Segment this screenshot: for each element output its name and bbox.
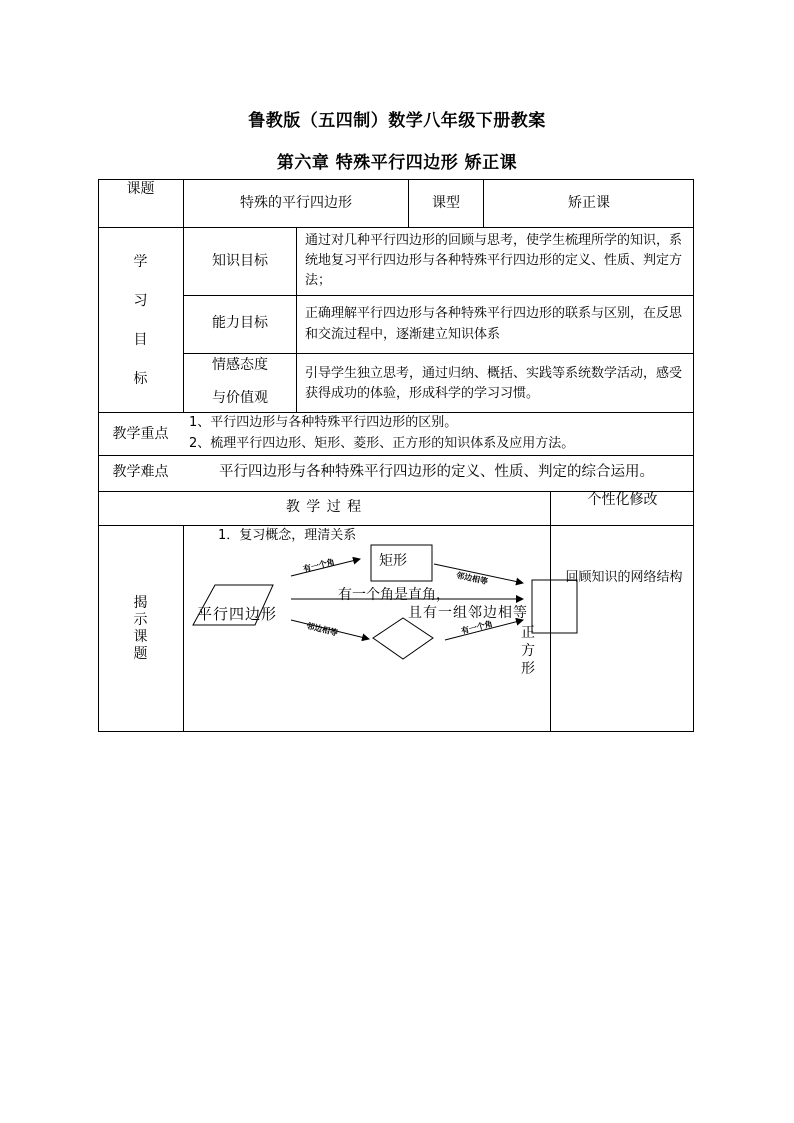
middle-condition-line1: 有一个角是直角， [338,587,450,603]
personal-note: 回顾知识的网络结构 [565,570,683,585]
middle-condition-line2: 且有一组邻边相等 [408,605,528,621]
personal-header: 个性化修改 [587,492,658,508]
section-label-char: 揭 [133,595,148,611]
ability-goal-label: 能力目标 [212,315,268,331]
difficulty-label: 教学难点 [112,464,169,480]
attitude-goal-label-line1: 情感态度 [212,357,268,373]
goals-label-char: 标 [133,371,148,387]
key-points-label: 教学重点 [112,426,169,442]
chapter-subtitle: 第六章 特殊平行四边形 矫正课 [276,153,518,173]
section-label-char: 示 [133,612,148,628]
process-header: 教 学 过 程 [285,499,363,515]
quadrilateral-relation-diagram [98,179,694,732]
attitude-goal-text: 引导学生独立思考，通过归纳、概括、实践等系统数学活动，感受获得成功的体验，形成科学的学习习惯。 [305,366,683,401]
attitude-goal-label-line2: 与价值观 [212,390,268,406]
section-label-char: 课 [133,629,148,645]
arrow-label-one-angle: 有一个角 [302,557,336,574]
rectangle-label: 矩形 [379,553,407,569]
ability-goal-text: 正确理解平行四边形与各种特殊平行四边形的联系与区别，在反思和交流过程中，逐渐建立知识体系 [305,306,683,342]
arrow-label-one-angle: 有一个角 [460,619,494,636]
square-shape [532,580,577,633]
parallelogram-label: 平行四边形 [197,605,278,623]
type-label: 课型 [432,195,460,211]
square-label-char: 正 [521,625,535,641]
knowledge-goal-text: 通过对几种平行四边形的回顾与思考，使学生梳理所学的知识，系统地复习平行四边形与各种特殊平行四边形的定义、性质、判定方法； [305,233,683,288]
topic-value: 特殊的平行四边形 [240,195,352,211]
goals-label-char: 习 [133,293,148,309]
goals-label-char: 学 [133,254,148,270]
topic-label: 课题 [126,181,155,197]
section-label-char: 题 [133,646,148,662]
key-point-item: 2、梳理平行四边形、矩形、菱形、正方形的知识体系及应用方法。 [189,436,575,451]
document-title: 鲁教版（五四制）数学八年级下册教案 [248,111,546,131]
rhombus-shape [373,618,433,659]
key-point-item: 1、平行四边形与各种特殊平行四边形的区别。 [189,415,458,430]
square-label-char: 形 [521,661,535,677]
arrow-label-adjacent-equal: 邻边相等 [455,570,489,587]
section-heading: 1．复习概念，理清关系 [218,528,357,543]
square-label-char: 方 [521,643,535,659]
goals-label-char: 目 [133,332,148,348]
lesson-plan-table [98,179,694,732]
arrow-label-adjacent-equal: 邻边相等 [305,621,339,638]
type-value: 矫正课 [568,195,610,211]
knowledge-goal-label: 知识目标 [212,253,268,269]
difficulty-text: 平行四边形与各种特殊平行四边形的定义、性质、判定的综合运用。 [219,464,654,480]
